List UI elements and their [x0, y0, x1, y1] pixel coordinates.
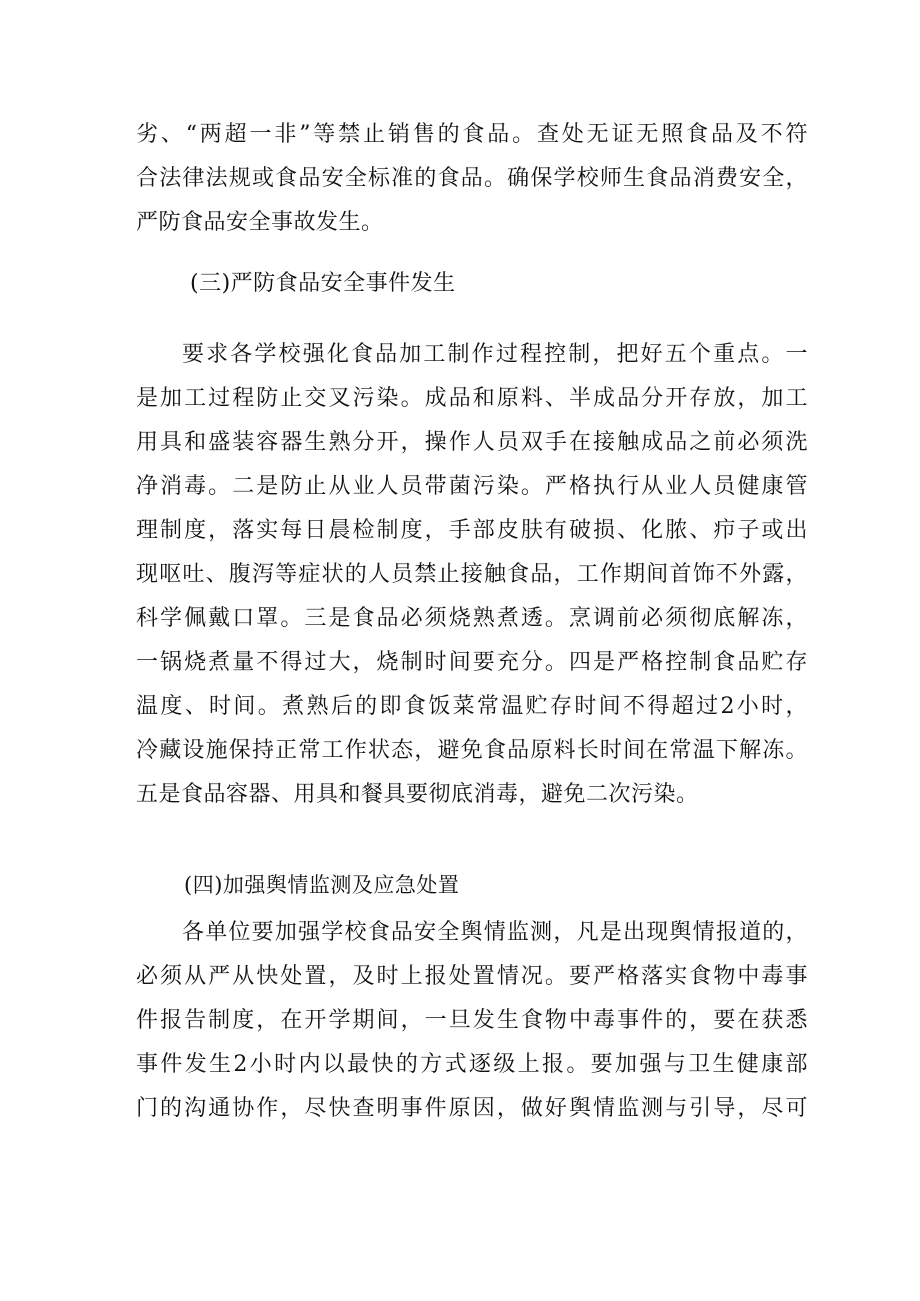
paragraph-line: 合法律法规或食品安全标准的食品。确保学校师生食品消费安全， — [136, 166, 808, 191]
paragraph-line: 净消毒。二是防止从业人员带菌污染。严格执行从业人员健康管 — [136, 474, 808, 499]
paragraph-line: 事件发生2小时内以最快的方式逐级上报。要加强与卫生健康部 — [136, 1052, 808, 1077]
paragraph-line: 科学佩戴口罩。三是食品必须烧熟煮透。烹调前必须彻底解冻， — [136, 606, 808, 631]
paragraph-line: 要求各学校强化食品加工制作过程控制，把好五个重点。一 — [182, 342, 808, 367]
paragraph-line: 门的沟通协作，尽快查明事件原因，做好舆情监测与引导，尽可 — [136, 1096, 808, 1121]
paragraph-line: 必须从严从快处置，及时上报处置情况。要严格落实食物中毒事 — [136, 964, 808, 989]
section-heading-4: (四)加强舆情监测及应急处置 — [184, 873, 460, 897]
paragraph-line: 劣、“两超一非”等禁止销售的食品。查处无证无照食品及不符 — [136, 122, 808, 147]
section-heading-3: (三)严防食品安全事件发生 — [190, 271, 456, 296]
paragraph-line: 一锅烧煮量不得过大，烧制时间要充分。四是严格控制食品贮存 — [136, 650, 808, 675]
paragraph-line: 理制度，落实每日晨检制度，手部皮肤有破损、化脓、疖子或出 — [136, 518, 808, 543]
paragraph-line: 严防食品安全事故发生。 — [136, 210, 384, 235]
paragraph-line: 冷藏设施保持正常工作状态，避免食品原料长时间在常温下解冻。 — [136, 738, 808, 763]
paragraph-line: 各单位要加强学校食品安全舆情监测，凡是出现舆情报道的， — [182, 920, 808, 945]
paragraph-line: 五是食品容器、用具和餐具要彻底消毒，避免二次污染。 — [136, 782, 699, 807]
paragraph-line: 件报告制度，在开学期间，一旦发生食物中毒事件的，要在获悉 — [136, 1008, 808, 1033]
paragraph-line: 用具和盛装容器生熟分开，操作人员双手在接触成品之前必须洗 — [136, 430, 808, 455]
paragraph-line: 现呕吐、腹泻等症状的人员禁止接触食品，工作期间首饰不外露， — [136, 562, 808, 587]
paragraph-line: 温度、时间。煮熟后的即食饭菜常温贮存时间不得超过2小时， — [136, 694, 808, 719]
paragraph-line: 是加工过程防止交叉污染。成品和原料、半成品分开存放，加工 — [136, 386, 808, 411]
